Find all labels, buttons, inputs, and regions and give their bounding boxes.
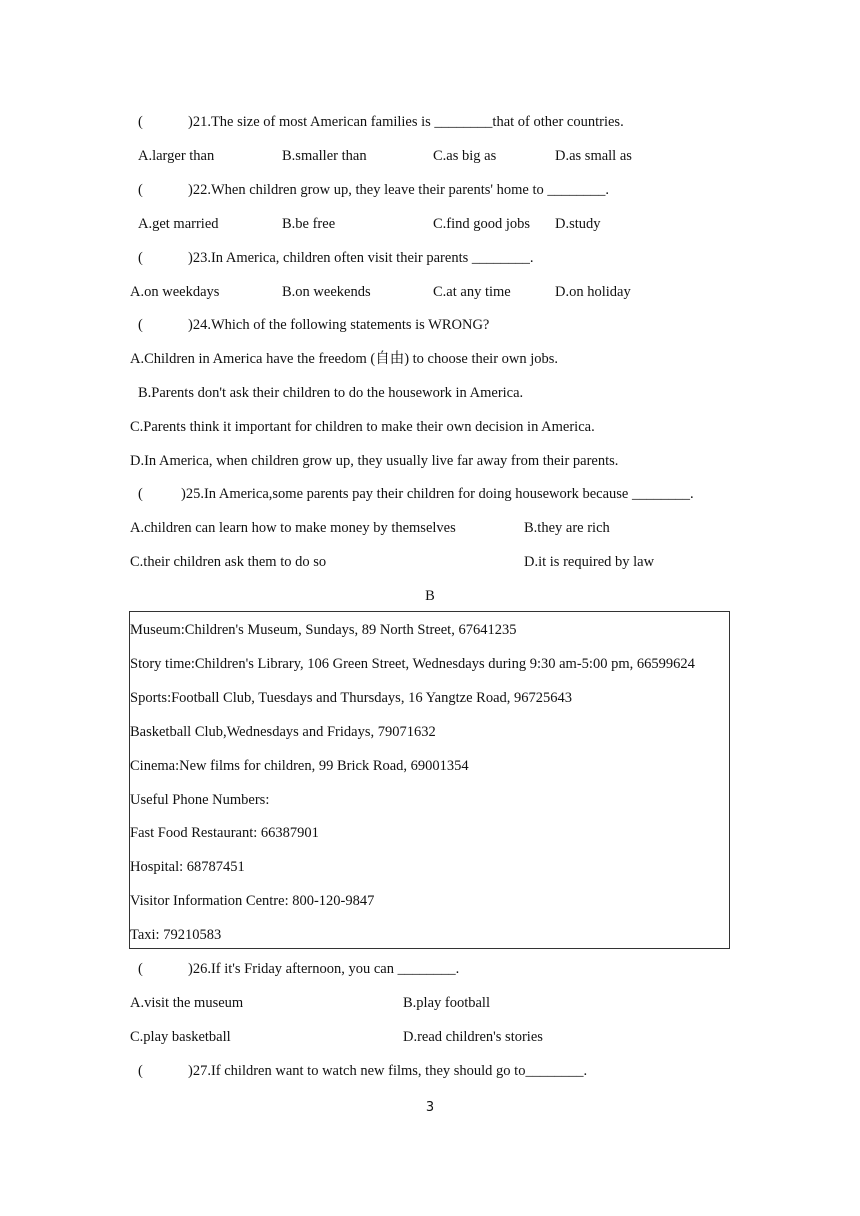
question-text: )27.If children want to watch new films, they should go to________. <box>188 1063 588 1079</box>
info-fast-food: Fast Food Restaurant: 66387901 <box>130 825 319 841</box>
question-text: )22.When children grow up, they leave their parents' home to ________. <box>188 182 609 198</box>
option-a: A.visit the museum <box>130 995 244 1011</box>
question-21 <box>138 113 624 131</box>
info-taxi: Taxi: 79210583 <box>130 927 222 943</box>
info-phone-heading: Useful Phone Numbers: <box>130 792 270 808</box>
page-number: 3 <box>425 1100 435 1115</box>
answer-blank: ( <box>138 1063 143 1079</box>
option-d: D.on holiday <box>555 284 631 300</box>
section-title: B <box>425 588 435 604</box>
info-story-time: Story time:Children's Library, 106 Green Street, Wednesdays during 9:30 am-5:00 pm, 66599624 <box>130 656 695 672</box>
option-c: C.play basketball <box>130 1029 231 1045</box>
info-hospital: Hospital: 68787451 <box>130 859 245 875</box>
option-a: A.children can learn how to make money by themselves <box>130 520 456 536</box>
info-basketball-club: Basketball Club,Wednesdays and Fridays, 79071632 <box>130 724 436 740</box>
question-text: )23.In America, children often visit their parents ________. <box>188 250 534 266</box>
option-c: C.their children ask them to do so <box>130 554 327 570</box>
question-26 <box>138 960 459 978</box>
option-b: B.smaller than <box>282 148 367 164</box>
option-a: A.Children in America have the freedom (自由) to choose their own jobs. <box>130 351 559 367</box>
option-b: B.on weekends <box>282 284 371 300</box>
question-25 <box>138 485 694 503</box>
question-text: )24.Which of the following statements is WRONG? <box>188 317 490 333</box>
option-a: A.on weekdays <box>130 284 220 300</box>
question-text: )25.In America,some parents pay their children for doing housework because ________. <box>181 486 694 502</box>
question-22 <box>138 181 609 199</box>
question-text: )26.If it's Friday afternoon, you can ________. <box>188 961 460 977</box>
answer-blank: ( <box>138 182 143 198</box>
option-b: B.play football <box>403 995 490 1011</box>
question-24 <box>138 316 489 334</box>
info-table <box>129 611 730 949</box>
option-c: C.as big as <box>433 148 497 164</box>
option-d: D.as small as <box>555 148 632 164</box>
answer-blank: ( <box>138 317 143 333</box>
info-visitor-centre: Visitor Information Centre: 800-120-9847 <box>130 893 375 909</box>
info-museum: Museum:Children's Museum, Sundays, 89 North Street, 67641235 <box>130 622 517 638</box>
question-text: )21.The size of most American families is ________that of other countries. <box>188 114 624 130</box>
option-d: D.it is required by law <box>524 554 655 570</box>
question-27 <box>138 1062 587 1080</box>
option-b: B.Parents don't ask their children to do the housework in America. <box>138 385 524 401</box>
info-football-club: Sports:Football Club, Tuesdays and Thursdays, 16 Yangtze Road, 96725643 <box>130 690 573 706</box>
option-c: C.Parents think it important for children to make their own decision in America. <box>130 419 595 435</box>
option-b: B.be free <box>282 216 336 232</box>
option-d: D.In America, when children grow up, they usually live far away from their parents. <box>130 453 619 469</box>
info-cinema: Cinema:New films for children, 99 Brick Road, 69001354 <box>130 758 469 774</box>
option-a: A.get married <box>138 216 219 232</box>
option-c: C.at any time <box>433 284 511 300</box>
answer-blank: ( <box>138 250 143 266</box>
question-23 <box>138 249 534 267</box>
option-a: A.larger than <box>138 148 215 164</box>
answer-blank: ( <box>138 114 143 130</box>
option-d: D.read children's stories <box>403 1029 543 1045</box>
option-b: B.they are rich <box>524 520 610 536</box>
answer-blank: ( <box>138 961 143 977</box>
answer-blank: ( <box>138 486 143 502</box>
option-c: C.find good jobs <box>433 216 531 232</box>
option-d: D.study <box>555 216 601 232</box>
